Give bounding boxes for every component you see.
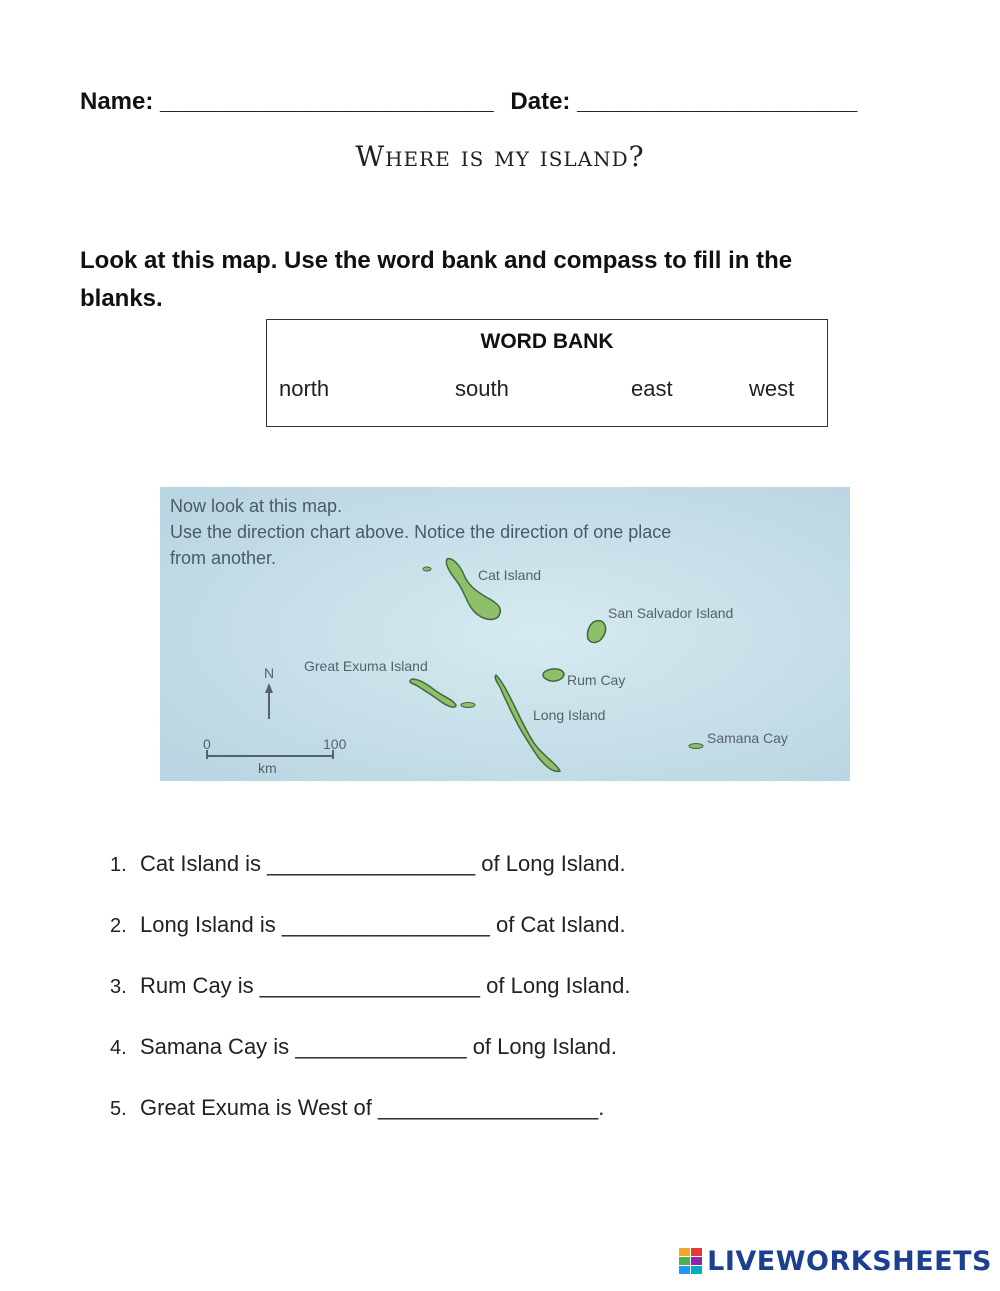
question-item: [110, 851, 626, 877]
question-text[interactable]: Samana Cay is ______________ of Long Island.: [140, 1034, 618, 1059]
word-bank-title: WORD BANK: [480, 330, 614, 353]
map-label-rum-cay: Rum Cay: [567, 672, 626, 688]
question-item: [110, 973, 630, 999]
question-text[interactable]: Cat Island is _________________ of Long Island.: [140, 851, 626, 876]
map-text-line: from another.: [170, 548, 277, 568]
scale-unit-label: km: [258, 760, 277, 776]
question-item: [110, 912, 626, 938]
scale-max-label: 100: [323, 736, 347, 752]
map-label-great-exuma: Great Exuma Island: [304, 658, 428, 674]
rum-cay-shape: [543, 669, 564, 681]
question-number: 5.: [110, 1098, 127, 1120]
island-map: [160, 487, 850, 781]
map-label-san-salvador: San Salvador Island: [608, 605, 734, 621]
question-text[interactable]: Great Exuma is West of __________________.: [140, 1095, 605, 1120]
liveworksheets-brand: [679, 1245, 992, 1277]
date-field[interactable]: Date: _____________________: [510, 88, 858, 115]
question-item: [110, 1034, 617, 1060]
samana-cay-shape: [689, 744, 703, 749]
question-item: [110, 1095, 604, 1121]
map-label-samana-cay: Samana Cay: [707, 730, 788, 746]
question-number: 1.: [110, 854, 127, 876]
question-number: 4.: [110, 1037, 127, 1059]
question-number: 2.: [110, 915, 127, 937]
map-description: [170, 493, 671, 571]
word-bank-item: west: [749, 376, 795, 401]
instructions: Look at this map. Use the word bank and compass to fill in the blanks.: [80, 247, 793, 312]
map-label-cat-island: Cat Island: [478, 567, 542, 583]
map-text-line: Now look at this map.: [170, 496, 343, 516]
name-date-line: [80, 88, 940, 116]
great-exuma-islet: [461, 703, 475, 708]
word-bank-item: east: [631, 376, 673, 401]
question-number: 3.: [110, 976, 127, 998]
map-text-line: Use the direction chart above. Notice the direction of one place: [170, 522, 672, 542]
page-title: Where is my island?: [355, 140, 645, 173]
compass-north-label: N: [264, 665, 275, 681]
question-text[interactable]: Long Island is _________________ of Cat Island.: [140, 912, 626, 937]
scale-min-label: 0: [203, 736, 211, 752]
name-field[interactable]: Name: _________________________: [80, 88, 494, 115]
question-text[interactable]: Rum Cay is __________________ of Long Island.: [140, 973, 631, 998]
liveworksheets-logo-icon: [679, 1248, 703, 1274]
word-bank: [266, 319, 828, 427]
map-label-long-island: Long Island: [533, 707, 606, 723]
liveworksheets-brand-text: LIVEWORKSHEETS: [707, 1245, 992, 1277]
word-bank-item: south: [455, 376, 509, 401]
word-bank-item: north: [279, 376, 330, 401]
